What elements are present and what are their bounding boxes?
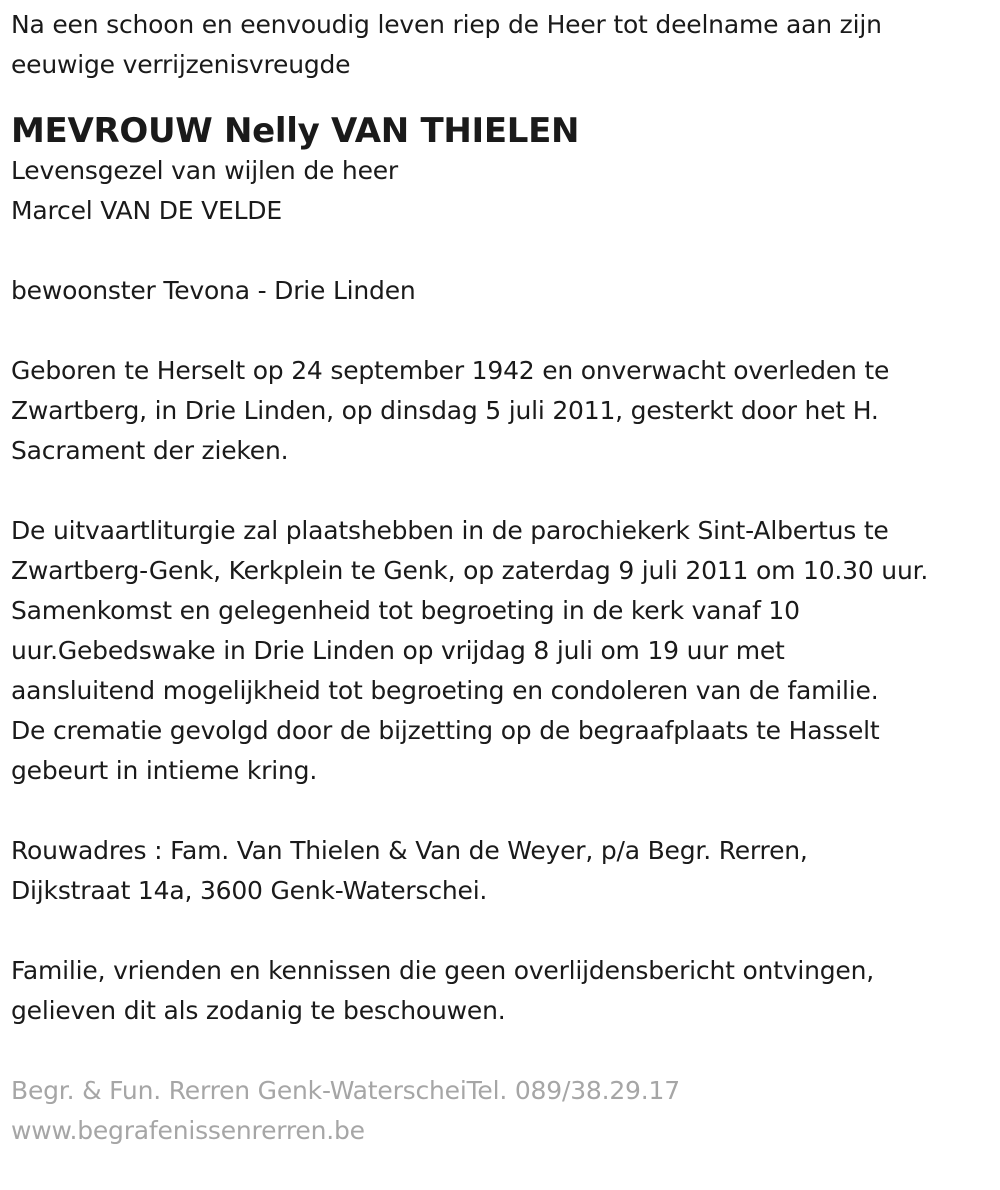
obituary-notice [11,0,991,1151]
birth-death-line: Geboren te Herselt op 24 september 1942 en onverwacht overleden te [11,356,890,385]
funeral-paragraph [11,511,991,791]
funeral-line: De uitvaartliturgie zal plaatshebben in de parochiekerk Sint-Albertus te [11,516,889,545]
funeral-line: aansluitend mogelijkheid tot begroeting en condoleren van de familie. [11,676,879,705]
notice-line: gelieven dit als zodanig te beschouwen. [11,996,506,1025]
spacer [11,471,991,511]
spacer [11,1031,991,1071]
funeral-line: De crematie gevolgd door de bijzetting op de begraafplaats te Hasselt [11,716,880,745]
funeral-line: Samenkomst en gelegenheid tot begroeting in de kerk vanaf 10 [11,596,800,625]
birth-death-line: Zwartberg, in Drie Linden, op dinsdag 5 juli 2011, gesterkt door het H. [11,396,879,425]
spacer [11,791,991,831]
funeral-home-website: www.begrafenissenrerren.be [11,1116,365,1145]
birth-death-paragraph [11,351,991,471]
partner-paragraph [11,151,991,231]
intro-line: eeuwige verrijzenisvreugde [11,50,351,79]
deceased-name: MEVROUW Nelly VAN THIELEN [11,111,580,151]
address-line: Rouwadres : Fam. Van Thielen & Van de Weyer, p/a Begr. Rerren, [11,836,808,865]
birth-death-line: Sacrament der zieken. [11,436,289,465]
intro-line: Na een schoon en eenvoudig leven riep de Heer tot deelname aan zijn [11,10,882,39]
funeral-home-footer [11,1071,991,1151]
address-paragraph [11,831,991,911]
notice-line: Familie, vrienden en kennissen die geen overlijdensbericht ontvingen, [11,956,875,985]
residence-line: bewoonster Tevona - Drie Linden [11,276,416,305]
partner-line: Levensgezel van wijlen de heer [11,156,399,185]
spacer [11,911,991,951]
partner-line: Marcel VAN DE VELDE [11,196,282,225]
address-line: Dijkstraat 14a, 3600 Genk-Waterschei. [11,876,488,905]
spacer [11,311,991,351]
funeral-home-contact: Begr. & Fun. Rerren Genk-WaterscheiTel. 089/38.29.17 [11,1076,680,1105]
notice-paragraph [11,951,991,1031]
intro-paragraph [11,5,991,85]
funeral-line: uur.Gebedswake in Drie Linden op vrijdag 8 juli om 19 uur met [11,636,785,665]
spacer [11,231,991,271]
funeral-line: Zwartberg-Genk, Kerkplein te Genk, op zaterdag 9 juli 2011 om 10.30 uur. [11,556,929,585]
funeral-line: gebeurt in intieme kring. [11,756,318,785]
